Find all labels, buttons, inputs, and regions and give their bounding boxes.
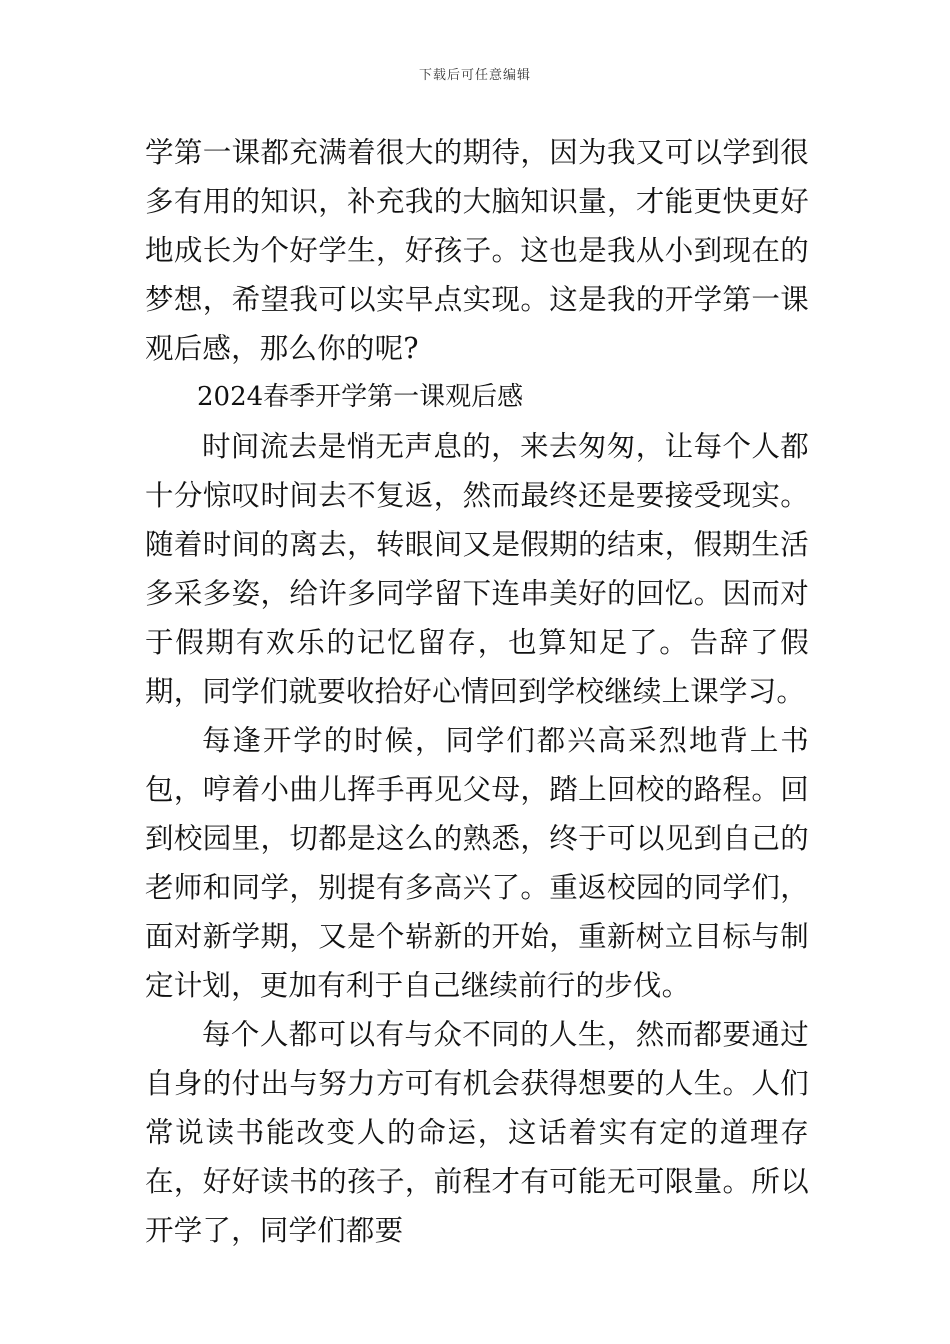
document-body — [145, 128, 809, 1255]
paragraph: 每个人都可以有与众不同的人生，然而都要通过自身的付出与努力方可有机会获得想要的人生。人们常说读书能改变人的命运，这话着实有定的道理存在，好好读书的孩子，前程才有可能无可限量。所以开学了，同学们都要 — [145, 1018, 809, 1247]
page-header: 下载后可任意编辑 — [418, 68, 531, 83]
section-heading: 2024春季开学第一课观后感 — [197, 382, 524, 412]
paragraph-continued: 学第一课都充满着很大的期待，因为我又可以学到很多有用的知识，补充我的大脑知识量，才能更快更好地成长为个好学生，好孩子。这也是我从小到现在的梦想，希望我可以实早点实现。这是我的开学第一课观后感，那么你的呢? — [145, 136, 809, 365]
paragraph: 时间流去是悄无声息的，来去匆匆，让每个人都十分惊叹时间去不复返，然而最终还是要接受现实。随着时间的离去，转眼间又是假期的结束，假期生活多采多姿，给许多同学留下连串美好的回忆。因而对于假期有欢乐的记忆留存，也算知足了。告辞了假期，同学们就要收拾好心情回到学校继续上课学习。 — [145, 430, 809, 708]
paragraph: 每逢开学的时候，同学们都兴高采烈地背上书包，哼着小曲儿挥手再见父母，踏上回校的路程。回到校园里，切都是这么的熟悉，终于可以见到自己的老师和同学，别提有多高兴了。重返校园的同学们，面对新学期，又是个崭新的开始，重新树立目标与制定计划，更加有利于自己继续前行的步伐。 — [145, 724, 809, 1002]
